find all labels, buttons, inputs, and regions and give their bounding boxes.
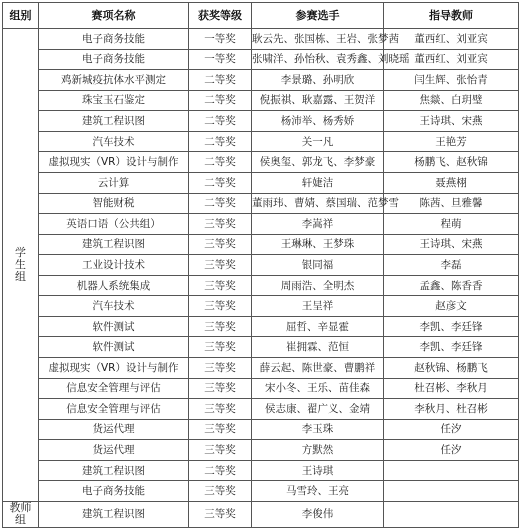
table-row <box>3 152 519 173</box>
cell-level: 三等奖 <box>189 316 252 337</box>
cell-students: 耿云先、张国栋、王岩、张梦茜 <box>252 29 384 50</box>
cell-students: 屈哲、辛显霍 <box>252 316 384 337</box>
cell-level: 二等奖 <box>189 152 252 173</box>
cell-competition: 软件测试 <box>39 316 189 337</box>
table-row <box>3 481 519 502</box>
header-row <box>3 3 519 29</box>
cell-students: 王诗琪 <box>252 460 384 481</box>
group-cell <box>3 29 39 502</box>
cell-competition: 虚拟现实（VR）设计与制作 <box>39 358 189 379</box>
group-label-line: 教师 <box>9 501 32 515</box>
table-row <box>3 358 519 379</box>
cell-level: 二等奖 <box>189 131 252 152</box>
cell-level: 三等奖 <box>189 214 252 235</box>
cell-competition: 珠宝玉石鉴定 <box>39 90 189 111</box>
table-row <box>3 90 519 111</box>
cell-teachers: 王诗琪、宋燕 <box>384 111 519 132</box>
cell-teachers: 孟鑫、陈香香 <box>384 275 519 296</box>
cell-students: 倪振祺、耿嘉露、王贺洋 <box>252 90 384 111</box>
cell-students: 杨沛举、杨秀娇 <box>252 111 384 132</box>
cell-competition: 货运代理 <box>39 440 189 461</box>
cell-competition: 工业设计技术 <box>39 255 189 276</box>
group-label-line: 学 <box>15 245 26 259</box>
cell-level: 二等奖 <box>189 460 252 481</box>
cell-level: 三等奖 <box>189 399 252 420</box>
cell-teachers <box>384 501 519 527</box>
header-competition: 赛项名称 <box>39 3 189 29</box>
cell-students: 李景璐、孙明欣 <box>252 70 384 91</box>
cell-competition: 信息安全管理与评估 <box>39 399 189 420</box>
cell-teachers: 赵彦文 <box>384 296 519 317</box>
cell-competition: 汽车技术 <box>39 296 189 317</box>
table-row <box>3 296 519 317</box>
cell-students: 关一凡 <box>252 131 384 152</box>
cell-level: 三等奖 <box>189 358 252 379</box>
cell-teachers: 焦燚、白玥璧 <box>384 90 519 111</box>
cell-teachers: 李磊 <box>384 255 519 276</box>
table-row <box>3 234 519 255</box>
cell-level: 二等奖 <box>189 193 252 214</box>
cell-students: 银同福 <box>252 255 384 276</box>
cell-level: 三等奖 <box>189 378 252 399</box>
table-row <box>3 337 519 358</box>
cell-competition: 建筑工程识图 <box>39 234 189 255</box>
cell-competition: 软件测试 <box>39 337 189 358</box>
cell-competition: 云计算 <box>39 172 189 193</box>
cell-competition: 英语口语（公共组） <box>39 214 189 235</box>
cell-teachers: 赵秋锦、杨鹏飞 <box>384 358 519 379</box>
cell-competition: 电子商务技能 <box>39 29 189 50</box>
cell-teachers: 李凯、李廷锋 <box>384 316 519 337</box>
cell-level: 三等奖 <box>189 234 252 255</box>
cell-competition: 电子商务技能 <box>39 481 189 502</box>
cell-students: 崔拥霖、范恒 <box>252 337 384 358</box>
cell-competition: 货运代理 <box>39 419 189 440</box>
cell-students: 方默然 <box>252 440 384 461</box>
cell-level: 三等奖 <box>189 337 252 358</box>
cell-teachers: 程萌 <box>384 214 519 235</box>
cell-level: 一等奖 <box>189 49 252 70</box>
cell-competition: 智能财税 <box>39 193 189 214</box>
cell-teachers: 李秋月、杜召彬 <box>384 399 519 420</box>
cell-level: 三等奖 <box>189 440 252 461</box>
cell-students: 轩婕洁 <box>252 172 384 193</box>
cell-competition: 建筑工程识图 <box>39 501 189 527</box>
table-row <box>3 275 519 296</box>
cell-level: 三等奖 <box>189 419 252 440</box>
cell-students: 周雨浩、全明杰 <box>252 275 384 296</box>
cell-level: 三等奖 <box>189 296 252 317</box>
cell-competition: 建筑工程识图 <box>39 111 189 132</box>
cell-students: 马雪玲、王亮 <box>252 481 384 502</box>
cell-level: 三等奖 <box>189 275 252 296</box>
cell-teachers: 陈茜、旦雅馨 <box>384 193 519 214</box>
cell-level: 三等奖 <box>189 255 252 276</box>
cell-competition: 机器人系统集成 <box>39 275 189 296</box>
table-row <box>3 440 519 461</box>
cell-level: 三等奖 <box>189 501 252 527</box>
cell-students: 王呈祥 <box>252 296 384 317</box>
table-row <box>3 399 519 420</box>
cell-students: 李玉珠 <box>252 419 384 440</box>
cell-competition: 虚拟现实（VR）设计与制作 <box>39 152 189 173</box>
table-row <box>3 378 519 399</box>
group-cell <box>3 501 39 527</box>
cell-teachers: 王诗琪、宋燕 <box>384 234 519 255</box>
cell-teachers: 聂燕栩 <box>384 172 519 193</box>
header-group: 组别 <box>3 3 39 29</box>
cell-teachers: 董西红、刘亚宾 <box>384 49 519 70</box>
cell-students: 李嵩祥 <box>252 214 384 235</box>
cell-teachers: 李凯、李廷锋 <box>384 337 519 358</box>
table-row <box>3 111 519 132</box>
table-row <box>3 29 519 50</box>
cell-level: 二等奖 <box>189 172 252 193</box>
cell-teachers: 任汐 <box>384 440 519 461</box>
cell-students: 董雨玮、曹婧、蔡国瑞、范梦雪 <box>252 193 384 214</box>
table-row <box>3 501 519 527</box>
cell-teachers: 任汐 <box>384 419 519 440</box>
cell-teachers <box>384 460 519 481</box>
cell-students: 李俊伟 <box>252 501 384 527</box>
cell-level: 三等奖 <box>189 481 252 502</box>
cell-teachers: 杨鹏飞、赵秋锦 <box>384 152 519 173</box>
cell-competition: 电子商务技能 <box>39 49 189 70</box>
cell-students: 侯奥玺、郭龙飞、李梦豪 <box>252 152 384 173</box>
table-row <box>3 419 519 440</box>
group-label-line: 组 <box>15 513 26 527</box>
cell-level: 二等奖 <box>189 70 252 91</box>
cell-level: 二等奖 <box>189 111 252 132</box>
cell-level: 一等奖 <box>189 29 252 50</box>
group-label-line: 组 <box>15 269 26 283</box>
header-students: 参赛选手 <box>252 3 384 29</box>
cell-students: 薛云起、陈世豪、曹鹏祥 <box>252 358 384 379</box>
cell-competition: 鸡新城疫抗体水平测定 <box>39 70 189 91</box>
table-row <box>3 214 519 235</box>
cell-teachers: 王艳芳 <box>384 131 519 152</box>
table-row <box>3 193 519 214</box>
cell-students: 侯志康、翟广义、金靖 <box>252 399 384 420</box>
cell-teachers: 闫生辉、张怡青 <box>384 70 519 91</box>
table-row <box>3 316 519 337</box>
cell-students: 王琳琳、王梦珠 <box>252 234 384 255</box>
table-row <box>3 131 519 152</box>
cell-competition: 信息安全管理与评估 <box>39 378 189 399</box>
header-teachers: 指导教师 <box>384 3 519 29</box>
cell-teachers <box>384 481 519 502</box>
cell-competition: 汽车技术 <box>39 131 189 152</box>
table-row <box>3 172 519 193</box>
table-row <box>3 70 519 91</box>
header-level: 获奖等级 <box>189 3 252 29</box>
cell-students: 张啸洋、孙怡秋、袁秀鑫、刘晓瑶 <box>252 49 384 70</box>
table-row <box>3 255 519 276</box>
table-row <box>3 460 519 481</box>
cell-students: 宋小冬、王乐、苗佳森 <box>252 378 384 399</box>
cell-teachers: 杜召彬、李秋月 <box>384 378 519 399</box>
award-results-table <box>2 2 519 528</box>
cell-competition: 建筑工程识图 <box>39 460 189 481</box>
group-label-line: 生 <box>15 257 26 271</box>
cell-level: 二等奖 <box>189 90 252 111</box>
cell-teachers: 董西红、刘亚宾 <box>384 29 519 50</box>
table-row <box>3 49 519 70</box>
